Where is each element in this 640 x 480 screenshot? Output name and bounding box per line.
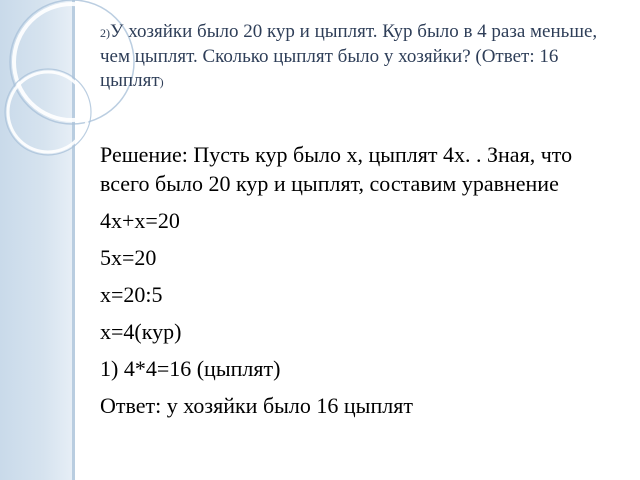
task-number: 2)	[100, 26, 110, 40]
solution-block	[100, 140, 620, 420]
task-statement	[100, 20, 620, 94]
equation-line: 4х+х=20	[100, 208, 180, 233]
answer-line: Ответ: у хозяйки было 16 цыплят	[100, 393, 413, 418]
task-close-paren: )	[159, 75, 164, 89]
calculation-line: 1) 4*4=16 (цыплят)	[100, 356, 281, 381]
small-ring	[8, 72, 88, 152]
task-text: У хозяйки было 20 кур и цыплят. Кур было в 4 раза меньше, чем цыплят. Сколько цыплят было у хозяйки? (Ответ: 16 цыплят	[100, 21, 598, 91]
small-ring-shadow	[5, 69, 91, 155]
equation-line: х=4(кур)	[100, 319, 182, 344]
solution-intro: Решение: Пусть кур было х, цыплят 4х. . Зная, что всего было 20 кур и цыплят, составим уравнение	[100, 142, 573, 196]
equation-line: 5х=20	[100, 245, 157, 270]
equation-line: х=20:5	[100, 282, 163, 307]
